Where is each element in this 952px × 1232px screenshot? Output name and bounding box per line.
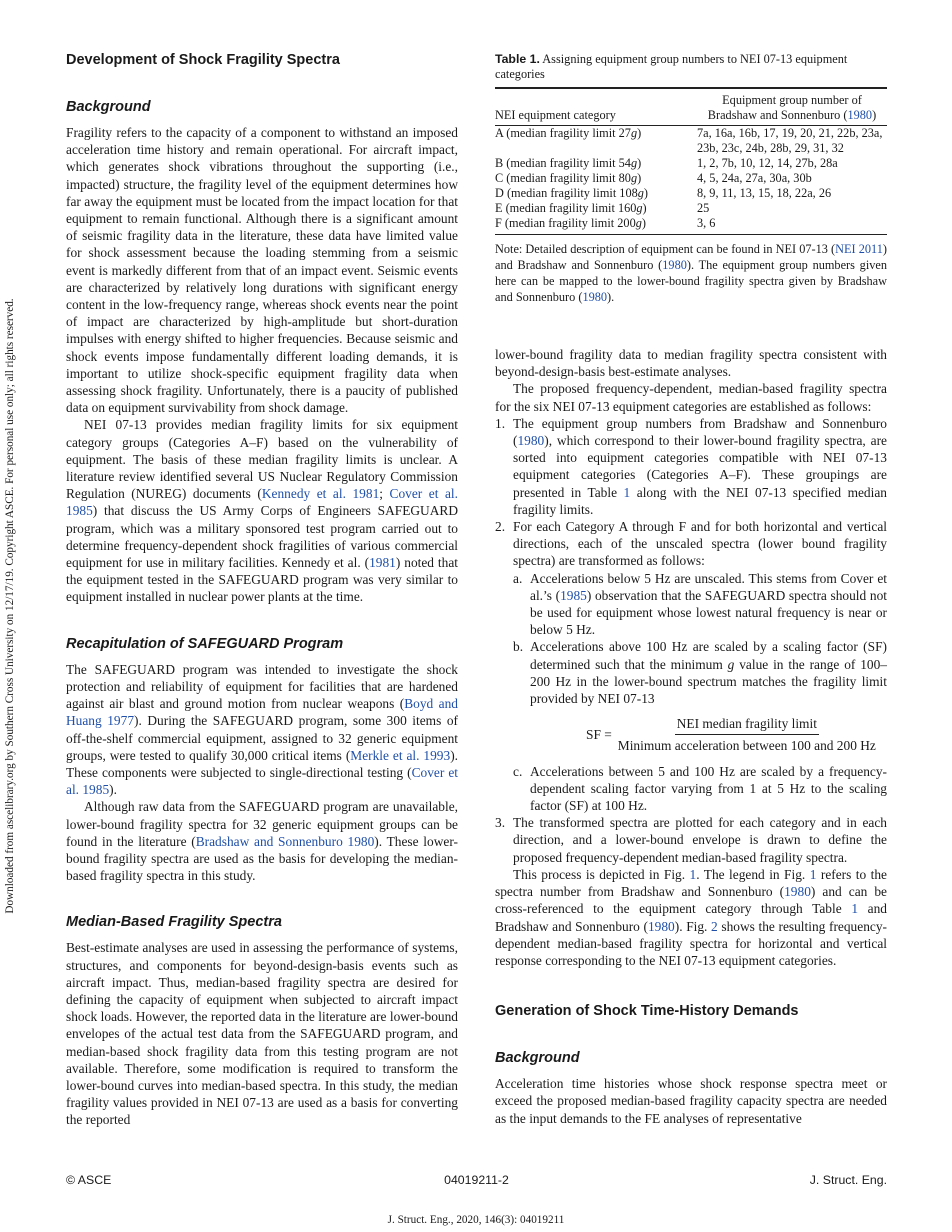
table-row: [495, 156, 887, 171]
equation-denominator: Minimum acceleration between 100 and 200 Hz: [617, 738, 876, 754]
table-cell-groups: 7a, 16a, 16b, 17, 19, 20, 21, 22b, 23a, 23b, 23c, 24b, 28b, 29, 31, 32: [697, 126, 883, 155]
table-note: Note: Detailed description of equipment can be found in NEI 07-13 (NEI 2011) and Bradshaw and Sonnenburo (1980). The equipment group numbers given here can be mapped to the lower-bound fragility spectra given by Bradshaw and Sonnenburo (1980).: [495, 242, 887, 304]
procedure-steps: [495, 415, 887, 866]
figure-reference-link[interactable]: 1: [809, 866, 817, 882]
paragraph-process-figure: This process is depicted in Fig. 1. The legend in Fig. 1 refers to the spectra number from Bradshaw and Sonnenburo (1980) and can be cross-referenced to the equipment category through Table 1 and Bradshaw and Sonnenburo (1980). Fig. 2 shows the resulting frequency-dependent median-based fragility spectra for horizontal and vertical response corresponding to the NEI 07-13 equipment categories.: [495, 866, 888, 968]
equation-numerator: NEI median fragility limit: [675, 715, 819, 735]
sub-steps: [513, 570, 887, 815]
paragraph-proposed-spectra: The proposed frequency-dependent, median-based fragility spectra for the six NEI 07-13 equipment categories are established as follows:: [495, 381, 887, 414]
table-cell-category: E (median fragility limit 160g): [495, 201, 647, 215]
footer-article-id: 04019211-2: [444, 1173, 509, 1187]
citation-link[interactable]: 1980: [647, 918, 675, 934]
citation-link[interactable]: Cover et al. 1985: [66, 486, 458, 519]
paragraph-safeguard-program: The SAFEGUARD program was intended to investigate the shock protection and reliability of equipment for facilities that are hardened against air blast and ground motion from nuclear weapons (Boyd and Huang 1977). During the SAFEGUARD program, some 300 items of off-the-shelf commercial equipment, assigned to 32 generic equipment groups, were tested to qualify 30,000 critical items (Merkle et al. 1993). These components were subjected to single-directional testing (Cover et al. 1985).: [66, 661, 458, 798]
table-row: [495, 126, 887, 157]
table-cell-category: A (median fragility limit 27g): [495, 126, 642, 140]
citation-link[interactable]: 1980: [847, 108, 873, 122]
citation-link[interactable]: 1980: [784, 884, 811, 900]
table-row: [495, 201, 887, 216]
table-cell-groups: 1, 2, 7b, 10, 12, 14, 27b, 28a: [697, 156, 838, 170]
table-caption: Table 1. Assigning equipment group numbers to NEI 07-13 equipment categories: [495, 52, 848, 81]
table-cell-groups: 4, 5, 24a, 27a, 30a, 30b: [697, 171, 812, 185]
table-1: [495, 52, 887, 305]
citation-link[interactable]: 1981: [369, 555, 396, 571]
table-cell-groups: 8, 9, 11, 13, 15, 18, 22a, 26: [697, 186, 832, 200]
citation-link[interactable]: Bradshaw and Sonnenburo 1980: [195, 833, 375, 849]
table-cell-groups: 3, 6: [697, 216, 887, 235]
subsection-title-background: Background: [66, 99, 151, 115]
table-cell-category: B (median fragility limit 54g): [495, 156, 642, 170]
table-row: [495, 186, 887, 201]
paragraph-fragility-intro: Fragility refers to the capacity of a component to withstand an imposed acceleration time history and remain operational. For aircraft impact, which generates shock vibrations throughout the supporting (i.e., impacted) structure, the fragility level of the equipment determines how far away the equipment must be located from the impact location for that equipment to remain functional. Although there is a significant amount of seismic fragility data in the literature, these data have limited value for shock assessment because the loading stemming from a seismic event is markedly different from that of an impact event. Seismic events are characterized by relatively long durations with significant energy content in the low-frequency range, whereas shock events near the point of impact are characterized by high-amplitude but short-duration impulses with energy shifted to higher frequencies. Because seismic and shock events impose fundamentally different loading demands, it is important to utilize shock-specific equipment fragility data when assessing shock fragility. Unfortunately, there is a paucity of published data on equipment survivability from shock damage.: [66, 125, 458, 416]
table-cell-category: D (median fragility limit 108g): [495, 186, 649, 200]
page-citation: J. Struct. Eng., 2020, 146(3): 04019211: [387, 1214, 565, 1226]
page-footer: [66, 1173, 887, 1189]
list-item: 2. For each Category A through F and for both horizontal and vertical directions, each of the unscaled spectra (lower bound fragility spectra) are transformed as follows: a. Accelerations below 5 Hz are unscaled. This stems from Cover et al.’s (1985) observation that the SAFEGUARD spectra should not be used for equipment whose lowest natural frequency is near or below 5 Hz. b. Accelerations above 100 Hz are scaled by a scaling factor (SF) determined such that the minimum g value in the range of 100–200 Hz in the lower-bound spectrum matches the fragility limit provided by NEI 07-13 SF = $\frac{\text{NEI median fragility limit}}{\text{Minimum acceleration between 100 and 200 Hz}}$ c. Accelerations between 5 and 100 Hz are scaled by a frequency-dependent scaling factor varying from 1 at 5 Hz to the scaling factor (SF) at 100 Hz.: [495, 519, 888, 814]
section-title-time-history: Generation of Shock Time-History Demands: [495, 1003, 799, 1020]
citation-link[interactable]: Kennedy et al. 1981: [261, 486, 380, 502]
citation-link[interactable]: Boyd and Huang 1977: [66, 696, 458, 729]
table-row: [495, 216, 887, 235]
citation-link[interactable]: 1980: [517, 433, 545, 449]
citation-link[interactable]: Cover et al. 1985: [66, 764, 458, 798]
table-cell-groups: 25: [697, 201, 710, 215]
subsection-title-median-based: Median-Based Fragility Spectra: [66, 914, 282, 931]
citation-link[interactable]: 1980: [662, 258, 687, 272]
table-reference-link[interactable]: 1: [623, 484, 631, 500]
citation-link[interactable]: 1980: [582, 290, 608, 304]
table-header-category: NEI equipment category: [495, 88, 697, 126]
list-item: c. Accelerations between 5 and 100 Hz are scaled by a frequency-dependent scaling factor varying from 1 at 5 Hz to the scaling factor (SF) at 100 Hz.: [513, 763, 887, 814]
download-notice-text: Downloaded from ascelibrary.org by Southern Cross University on 12/17/19. Copyright ASCE. For personal use only; all rights reserved.: [4, 298, 16, 914]
download-side-note: [0, 0, 16, 1232]
figure-reference-link[interactable]: 2: [711, 918, 718, 934]
left-column: [66, 52, 458, 1129]
paragraph-acceleration-histories: Acceleration time histories whose shock response spectra meet or exceed the proposed median-based fragility capacity spectra are needed as the input demands to the FE analyses of representative: [495, 1076, 887, 1126]
list-item: 3. The transformed spectra are plotted for each category and in each direction, and a lower-bound envelope is drawn to define the proposed frequency-dependent median-based fragility spectra.: [495, 815, 887, 865]
paragraph-nei-limits: NEI 07-13 provides median fragility limits for six equipment category groups (Categories A–F) based on the vulnerability of equipment. The basis of these median fragility limits is unclear. A literature review identified several US Nuclear Regulatory Commission Regulation (NUREG) documents (Kennedy et al. 1981; Cover et al. 1985) that discuss the US Army Corps of Engineers SAFEGUARD program, which was a military sponsored test program carried out to determine frequency-dependent shock fragilities of various commercial equipment for use in military facilities. Kennedy et al. (1981) noted that the equipment tested in the SAFEGUARD program was very similar to equipment installed in nuclear power plants at the time.: [66, 417, 459, 605]
subsection-title-background-2: Background: [495, 1050, 580, 1067]
paragraph-lower-bound-conversion: lower-bound fragility data to median fragility spectra consistent with beyond-design-basis best-estimate analyses.: [495, 347, 887, 380]
list-item: b. Accelerations above 100 Hz are scaled by a scaling factor (SF) determined such that the minimum g value in the range of 100–200 Hz in the lower-bound spectrum matches the fragility limit provided by NEI 07-13 SF = $\frac{\text{NEI median fragility limit}}{\text{Minimum acceleration between 100 and 200 Hz}}$: [513, 639, 887, 754]
footer-copyright: © ASCE: [66, 1173, 112, 1187]
table-cell-category: F (median fragility limit 200g): [495, 216, 697, 235]
footer-journal: J. Struct. Eng.: [809, 1173, 887, 1187]
list-item: a. Accelerations below 5 Hz are unscaled. This stems from Cover et al.’s (1985) observation that the SAFEGUARD spectra should not be used for equipment whose lowest natural frequency is near or below 5 Hz.: [513, 570, 888, 638]
list-item: 1. The equipment group numbers from Bradshaw and Sonnenburo (1980), which correspond to their lower-bound fragility spectra, are sorted into equipment categories compatible with NEI 07-13 equipment categories (Categories A–F). These groupings are presented in Table 1 along with the NEI 07-13 specified median fragility limits.: [495, 415, 887, 517]
scaling-factor-equation: SF = $\frac{\text{NEI median fragility limit}}{\text{Minimum acceleration between 100 and 200 Hz}}$: [586, 716, 876, 754]
table-reference-link[interactable]: 1: [851, 901, 859, 917]
paragraph-best-estimate: Best-estimate analyses are used in assessing the performance of systems, structures, and components for beyond-design-basis events such as aircraft impact. Thus, median-based fragility spectra are desired for defining the capacity of equipment when subjected to aircraft impact shock loads. However, the reported data in the literature are lower-bound envelopes of the actual test data from the SAFEGUARD program, and median-based shock fragility data from this testing program are not available. Therefore, some modification is required to transform the lower-bound curves into median-based spectra. In this study, the median fragility values provided in NEI 07-13 are used as a basis for converting the reported: [66, 940, 458, 1128]
table-row: [495, 171, 887, 186]
figure-reference-link[interactable]: 1: [689, 866, 697, 882]
table-cell-category: C (median fragility limit 80g): [495, 171, 642, 185]
table-header-group-number: Equipment group number of Bradshaw and Sonnenburo (1980): [697, 88, 887, 126]
citation-link[interactable]: NEI 2011: [835, 242, 883, 256]
subsection-title-safeguard: Recapitulation of SAFEGUARD Program: [66, 635, 344, 652]
citation-link[interactable]: 1985: [560, 587, 587, 603]
paragraph-lower-bound-spectra: Although raw data from the SAFEGUARD program are unavailable, lower-bound fragility spectra for 32 generic equipment groups can be found in the literature (Bradshaw and Sonnenburo 1980). These lower-bound fragility spectra are used as the basis for developing the median-based fragility spectra in this study.: [66, 799, 458, 884]
section-title-shock-fragility: Development of Shock Fragility Spectra: [66, 52, 340, 68]
equipment-category-table: [495, 87, 887, 235]
table-body: [495, 126, 887, 235]
right-column: [495, 52, 887, 1127]
citation-link[interactable]: Merkle et al. 1993: [350, 747, 451, 763]
